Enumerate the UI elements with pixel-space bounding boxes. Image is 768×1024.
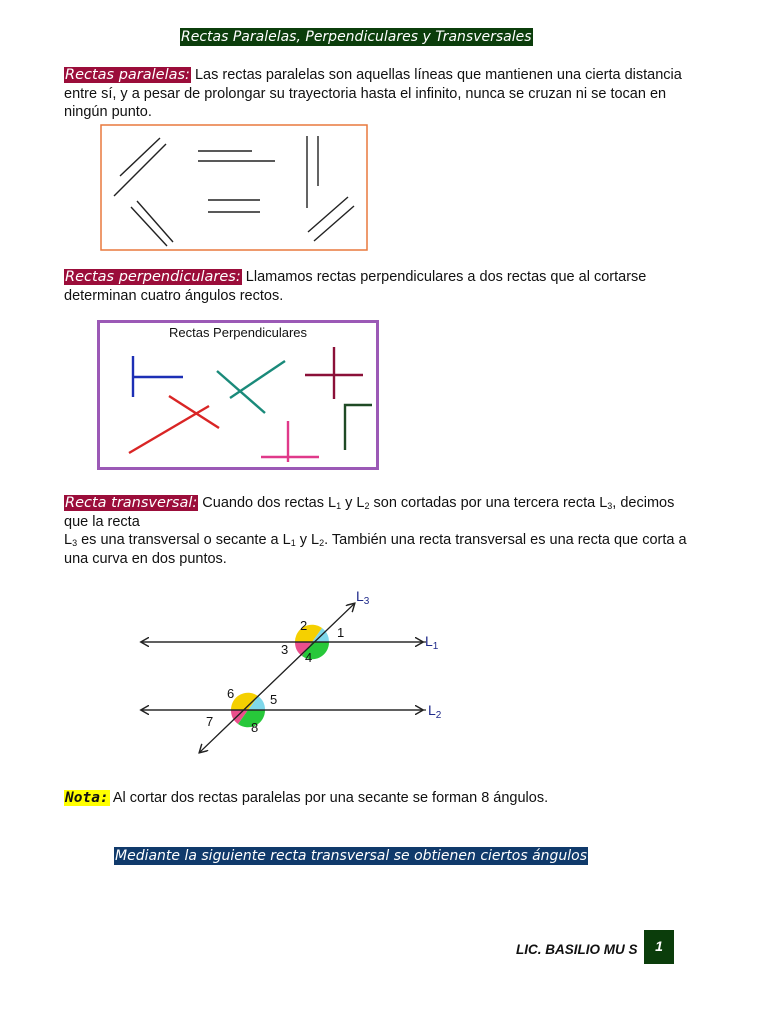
angle-label-5: 5	[270, 692, 278, 707]
angle-label-2: 2	[300, 618, 308, 633]
transversal-sub-2: 2	[364, 501, 370, 511]
transversal-text-8: . También una recta transversal es una recta que corta a una curva en dos puntos.	[64, 532, 687, 567]
parallel-lines-figure	[100, 124, 368, 251]
perpendicular-lines-figure	[97, 320, 379, 470]
transversal-text-1: Cuando dos rectas L	[202, 495, 337, 511]
angle-label-7: 7	[206, 714, 214, 729]
perpendiculares-tag: Rectas perpendiculares:	[65, 269, 241, 285]
angle-label-3: 3	[281, 642, 289, 657]
transversal-sub-5: 3	[72, 538, 78, 548]
parallel-figure-frame	[101, 125, 367, 250]
transversal-text-4: , decimos que la recta	[64, 495, 675, 530]
transversal-text-5: L	[64, 532, 73, 548]
paralelas-tag: Rectas paralelas:	[65, 67, 190, 83]
line-l3-bottom-arrow	[200, 604, 354, 752]
transversal-paragraph	[64, 494, 694, 568]
l2-label: $L_2$	[428, 702, 442, 721]
nota-paragraph	[64, 789, 694, 808]
transversal-text-2: y L	[341, 495, 365, 511]
transversal-tag: Recta transversal:	[65, 495, 198, 511]
paralelas-paragraph	[64, 66, 694, 122]
page-title: Rectas Paralelas, Perpendiculares y Transversales	[181, 29, 532, 45]
nota-tag: Nota:	[65, 790, 109, 806]
angle-label-6: 6	[227, 686, 235, 701]
perpendiculares-text: Llamamos rectas perpendiculares a dos rectas que al cortarse determinan cuatro ángulos rectos.	[64, 269, 647, 304]
nota-text: Al cortar dos rectas paralelas por una secante se forman 8 ángulos.	[109, 790, 549, 806]
transversal-sub-1: 1	[336, 501, 342, 511]
transversal-sub-7: 2	[319, 538, 325, 548]
page-number-badge: 1	[644, 930, 674, 964]
l3-label: $L_3$	[356, 588, 370, 607]
l1-label: $L_1$	[425, 633, 439, 652]
transversal-text-7: y L	[295, 532, 320, 548]
perpendiculares-paragraph	[64, 268, 694, 305]
transversal-sub-6: 1	[290, 538, 296, 548]
paralelas-text: Las rectas paralelas son aquellas líneas que mantienen una cierta distancia entre sí, y a pesar de prolongar su trayectoria hasta el infinito, nunca se cruzan ni se tocan en ningún punto.	[64, 67, 682, 120]
angle-label-8: 8	[251, 720, 259, 735]
transversal-text-6: es una transversal o secante a L	[77, 532, 291, 548]
transversal-diagram	[130, 582, 460, 757]
angle-label-4: 4	[305, 650, 313, 665]
angle-label-1: 1	[337, 625, 345, 640]
footer-author: LIC. BASILIO MU S	[516, 942, 638, 957]
transversal-sub-3: 3	[607, 501, 613, 511]
perp-figure-title: Rectas Perpendiculares	[168, 325, 308, 340]
transversal-text-3: son cortadas por una tercera recta L	[369, 495, 608, 511]
section-banner: Mediante la siguiente recta transversal se obtienen ciertos ángulos	[115, 848, 588, 864]
